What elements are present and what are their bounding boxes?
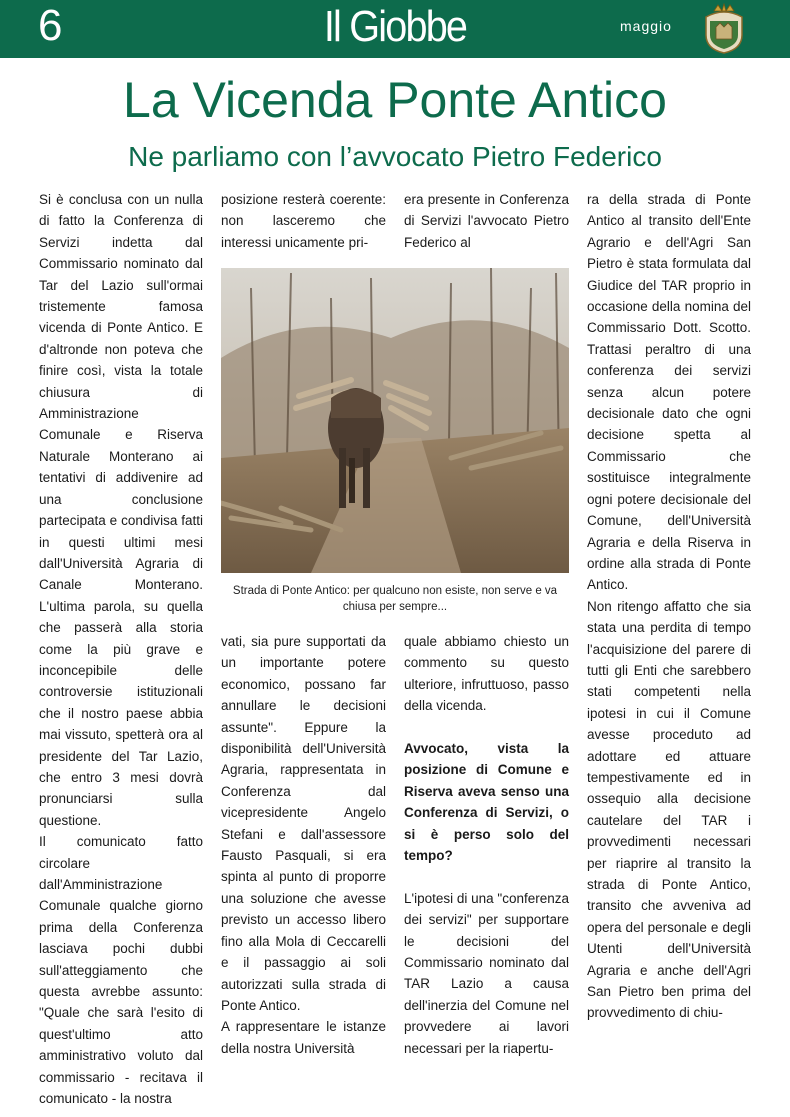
paragraph: ra della strada di Ponte Antico al transito dell'Ente Agrario e dell'Agri San Pietro è stata formulata dal Giudice del TAR proprio in occasione della nomina del Commissario Dott. Scotto. Trattasi peraltro di una conferenza dei servizi senza alcun potere decisionale dato che ogni decisione spetta al Commissario che sostituisce integralmente ogni potere decisionale del Comune, dell'Università Agraria e della Riserva in ordine alla strada di Ponte Antico. [587,192,751,593]
interview-question: Avvocato, vista la posizione di Comune e Riserva aveva senso una Conferenza di Servizi, o si è perso solo del tempo? [404,741,569,864]
town-crest-icon [702,3,746,55]
article-title: La Vicenda Ponte Antico [123,72,667,128]
paragraph: Il comunicato fatto circolare dall'Amministrazione Comunale qualche giorno prima della Conferenza lasciava pochi dubbi sull'atteggiamento che questa avrebbe assunto: "Quale che sarà l'esito di quest'ultimo atto amministrativo voluto dal commissario - recitava il comunicato - la nostra [39,834,203,1107]
paragraph: era presente in Conferenza di Servizi l'avvocato Pietro Federico al [404,192,569,250]
column-4 [587,189,751,1024]
paragraph: Non ritengo affatto che sia stata una perdita di tempo l'acquisizione del parere di tutti gli Enti che sarebbero stati competenti nella ipotesi in cui il Comune avesse proceduto ad adottare ed attuare tempestivamente ed in ossequio alla decisione cautelare del TAR i provvedimenti necessari per riaprire al transito la strada di Ponte Antico, transito che avveniva ad opera del personale e degli Utenti dell'Università Agraria e anche dell'Agri San Pietro ben prima del provvedimento di chiu- [587,598,751,1021]
photo-caption: Strada di Ponte Antico: per qualcuno non esiste, non serve e va chiusa per sempre... [232,585,558,613]
paragraph: posizione resterà coerente: non lasceremo che interessi unicamente pri- [221,192,386,250]
masthead: Il Giobbe [323,2,467,51]
article-subtitle: Ne parliamo con l’avvocato Pietro Federico [128,141,662,172]
page-number: 6 [38,1,63,50]
paragraph: Si è conclusa con un nulla di fatto la Conferenza di Servizi indetta dal Commissario nominato dal Tar del Lazio sull'ormai tristemente famosa vicenda di Ponte Antico. E d'altronde non poteva che finire così, vista la totale chiusura di Amministrazione Comunale e Riserva Naturale Monterano ai tentativi di addivenire ad una conclusione partecipata e condivisa fatti in questi ultimi mesi dall'Università Agraria di Canale Monterano. L'ultima parola, su quella che passerà alla storia come la più grave e inconcepibile delle controversie istituzionali che il nostro paese abbia mai vissuto, spetterà ora al presidente del Tar Lazio, che entro 3 mesi dovrà pronunciarsi sulla questione. [39,192,203,828]
paragraph: quale abbiamo chiesto un commento su questo ulteriore, infruttuoso, passo della vicenda. [404,634,569,714]
column-1 [39,189,203,1109]
paragraph: vati, sia pure supportati da un importante potere economico, possano far annullare le decisioni assunte". Eppure la disponibilità dell'Università Agraria, rappresentata in Conferenza dal vicepresidente Angelo Stefani e dall'assessore Fausto Pasquali, si era spinta al punto di proporre una soluzione che avesse previsto un accesso libero fino alla Mola di Ceccarelli e il passaggio ai soli autorizzati sulla strada di Ponte Antico. [221,634,386,1013]
column-3-top [404,189,569,253]
paragraph: A rappresentare le istanze della nostra Università [221,1019,386,1056]
column-2-top [221,189,386,253]
issue-month: maggio [620,18,672,34]
page-header [0,0,790,58]
article-photo [221,268,569,573]
column-2-bottom [221,631,386,1059]
paragraph: L'ipotesi di una "conferenza dei servizi" per supportare le decisioni del Commissario nominato dal TAR Lazio a causa dell'inerzia del Comune nel provvedere ai lavori necessari per la riapertu- [404,890,569,1056]
column-3-bottom [404,631,569,1059]
